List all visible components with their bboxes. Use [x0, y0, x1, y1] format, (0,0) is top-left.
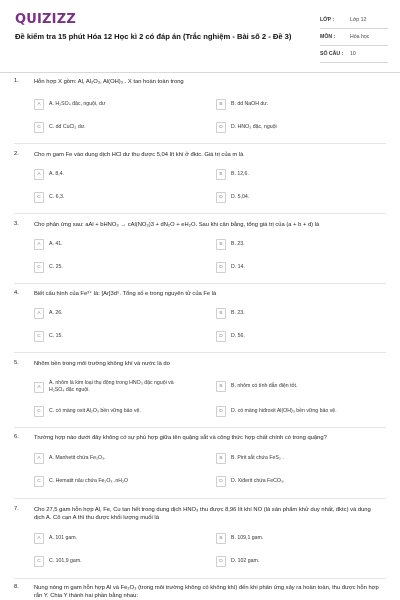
answer-option-b[interactable] [216, 452, 386, 465]
option-text: D. 5,04. [231, 194, 250, 200]
option-badge: D [216, 406, 226, 417]
page-title: Đề kiểm tra 15 phút Hóa 12 Học kì 2 có đáp án (Trắc nghiệm - Bài số 2 - Đề 3) [15, 32, 292, 41]
option-badge: D [216, 192, 226, 203]
option-badge: A [34, 239, 44, 250]
option-badge: A [34, 382, 44, 393]
answer-option-d[interactable] [216, 191, 386, 204]
option-text: C. Hematit nâu chứa Fe₂O₃ .nH₂O [49, 478, 129, 484]
option-badge: C [34, 122, 44, 133]
question-text: Nung nóng m gam hỗn hợp Al và Fe₂O₃ (trong môi trường không có không khí) đến khi phản ứng xảy ra hoàn toàn, thu được hỗn hợp rắn Y. Chia Y thành hai phần bằng nhau: [34, 585, 379, 599]
meta-value: Lớp 12 [350, 17, 367, 23]
option-badge: A [34, 169, 44, 180]
question-divider [14, 427, 386, 428]
option-badge: A [34, 453, 44, 464]
option-text: A. 41. [49, 241, 63, 247]
question-divider [14, 352, 386, 353]
answer-option-b[interactable] [216, 238, 386, 251]
option-badge: C [34, 556, 44, 567]
question-number: 7. [14, 506, 19, 512]
question-divider [14, 578, 386, 579]
answer-option-c[interactable] [34, 405, 199, 418]
option-text: D. Xiđerit chứa FeCO₃. [231, 478, 285, 484]
option-badge: B [216, 99, 226, 110]
answer-option-d[interactable] [216, 405, 386, 418]
meta-row-subject [320, 29, 388, 46]
option-text: B. 23. [231, 241, 245, 247]
meta-value: Hóa học [350, 34, 370, 40]
option-text: C. 101,9 gam. [49, 558, 82, 564]
question-number: 2. [14, 151, 19, 157]
option-text: A. 101 gam. [49, 535, 77, 541]
question-divider [14, 213, 386, 214]
question-text: Trường hợp nào dưới đây không có sự phù hợp giữa tên quặng sắt và công thức hợp chất chính có trong quặng? [34, 435, 327, 441]
question-divider [14, 283, 386, 284]
question-text: Hỗn hợp X gồm: Al, Al₂O₃, Al(OH)₃ . X tan hoàn toàn trong [34, 79, 184, 85]
question-divider [14, 143, 386, 144]
answer-option-a[interactable] [34, 168, 199, 181]
answer-option-d[interactable] [216, 555, 386, 568]
option-text: B. Pirit sắt chứa FeS₂ . [231, 455, 284, 461]
option-badge: B [216, 533, 226, 544]
question-text: Cho phản ứng sau: aAl + bHNO₃ → cAl(NO₃)3 + dN₂O + eH₂O. Sau khi cân bằng, tổng giá trị của (a + b + d) là [34, 222, 320, 228]
option-badge: D [216, 262, 226, 273]
answer-option-d[interactable] [216, 475, 386, 488]
question-number: 6. [14, 434, 19, 440]
answer-option-b[interactable] [216, 380, 386, 393]
answer-option-a[interactable] [34, 532, 199, 545]
option-text: A. nhôm là kim loại thụ động trong HNO₃ đặc nguội và H₂SO₄ đặc nguội. [49, 380, 174, 393]
option-badge: A [34, 308, 44, 319]
option-text: A. 8,4. [49, 171, 64, 177]
option-badge: B [216, 308, 226, 319]
answer-option-a[interactable] [34, 307, 199, 320]
question-text: Cho m gam Fe vào dung dịch HCl dư thu được 5,04 lít khí ở đktc. Giá trị của m là [34, 152, 244, 158]
option-badge: C [34, 476, 44, 487]
option-badge: D [216, 122, 226, 133]
option-text: B. 23. [231, 310, 245, 316]
answer-option-b[interactable] [216, 532, 386, 545]
option-text: C. 15. [49, 333, 63, 339]
option-text: A. Manhetit chứa Fe₂O₃. [49, 455, 106, 461]
question-number: 8. [14, 584, 19, 590]
answer-option-a[interactable] [34, 452, 199, 465]
answer-option-c[interactable] [34, 261, 199, 274]
meta-value: 10 [350, 51, 356, 57]
question-number: 3. [14, 221, 19, 227]
option-badge: C [34, 331, 44, 342]
option-text: B. nhôm có tính dẫn điện tốt. [231, 383, 298, 389]
question-number: 5. [14, 360, 19, 366]
header-divider [0, 72, 400, 73]
answer-option-d[interactable] [216, 261, 386, 274]
meta-row-class [320, 12, 388, 29]
answer-option-d[interactable] [216, 121, 386, 134]
question-divider [14, 498, 386, 499]
meta-row-question-count [320, 46, 388, 63]
option-text: C. 6,3. [49, 194, 65, 200]
question-text: Cho 27,5 gam hỗn hợp Al, Fe, Cu tan hết trong dung dịch HNO₃ thu được 8,96 lít khí NO (là sản phẩm khử duy nhất, đktc) và dung dịch A. Cô cạn A thì thu được khối lượng muối là [34, 507, 371, 521]
option-badge: B [216, 381, 226, 392]
option-badge: C [34, 192, 44, 203]
meta-label: MÔN : [320, 34, 336, 40]
answer-option-c[interactable] [34, 555, 199, 568]
meta-label: LỚP : [320, 17, 335, 23]
answer-option-b[interactable] [216, 168, 386, 181]
option-text: B. 12,6. [231, 171, 249, 177]
answer-option-a[interactable] [34, 377, 199, 397]
answer-option-d[interactable] [216, 330, 386, 343]
quizizz-logo[interactable]: QUIZIZZ [15, 12, 76, 27]
option-text: B. dd NaOH dư. [231, 101, 269, 107]
question-text: Nhôm bền trong môi trường không khí và nước là do [34, 361, 170, 367]
option-text: A. H₂SO₄ đặc, nguội, dư [49, 101, 106, 107]
option-badge: A [34, 533, 44, 544]
meta-panel [320, 12, 388, 63]
option-badge: D [216, 476, 226, 487]
option-text: C. có màng oxit Al₂O₃ bền vững bảo vệ. [49, 408, 141, 414]
option-text: D. HNO₃ đặc, nguội [231, 124, 277, 130]
option-text: D. có màng hiđroxit Al(OH)₃ bền vững bảo vệ. [231, 408, 337, 414]
answer-option-a[interactable] [34, 238, 199, 251]
question-text: Biết cấu hình của Fe³⁺ là: [Ar]3d⁵. Tổng số e trong nguyên tử của Fe là [34, 291, 217, 297]
question-number: 4. [14, 290, 19, 296]
answer-option-b[interactable] [216, 307, 386, 320]
option-badge: B [216, 453, 226, 464]
option-text: C. 25. [49, 264, 63, 270]
option-badge: B [216, 169, 226, 180]
answer-option-c[interactable] [34, 121, 199, 134]
answer-option-c[interactable] [34, 330, 199, 343]
option-badge: D [216, 556, 226, 567]
option-badge: A [34, 99, 44, 110]
option-badge: D [216, 331, 226, 342]
option-text: C. dd CuCl₂ dư. [49, 124, 86, 130]
question-number: 1. [14, 78, 19, 84]
option-text: D. 102 gam. [231, 558, 260, 564]
option-badge: C [34, 406, 44, 417]
answer-option-a[interactable] [34, 98, 199, 111]
option-text: A. 26. [49, 310, 63, 316]
option-badge: C [34, 262, 44, 273]
option-text: D. 56. [231, 333, 245, 339]
answer-option-c[interactable] [34, 191, 199, 204]
option-text: B. 109,1 gam. [231, 535, 264, 541]
option-badge: B [216, 239, 226, 250]
option-text: D. 14. [231, 264, 245, 270]
meta-label: SỐ CÂU : [320, 51, 344, 57]
answer-option-c[interactable] [34, 475, 199, 488]
answer-option-b[interactable] [216, 98, 386, 111]
